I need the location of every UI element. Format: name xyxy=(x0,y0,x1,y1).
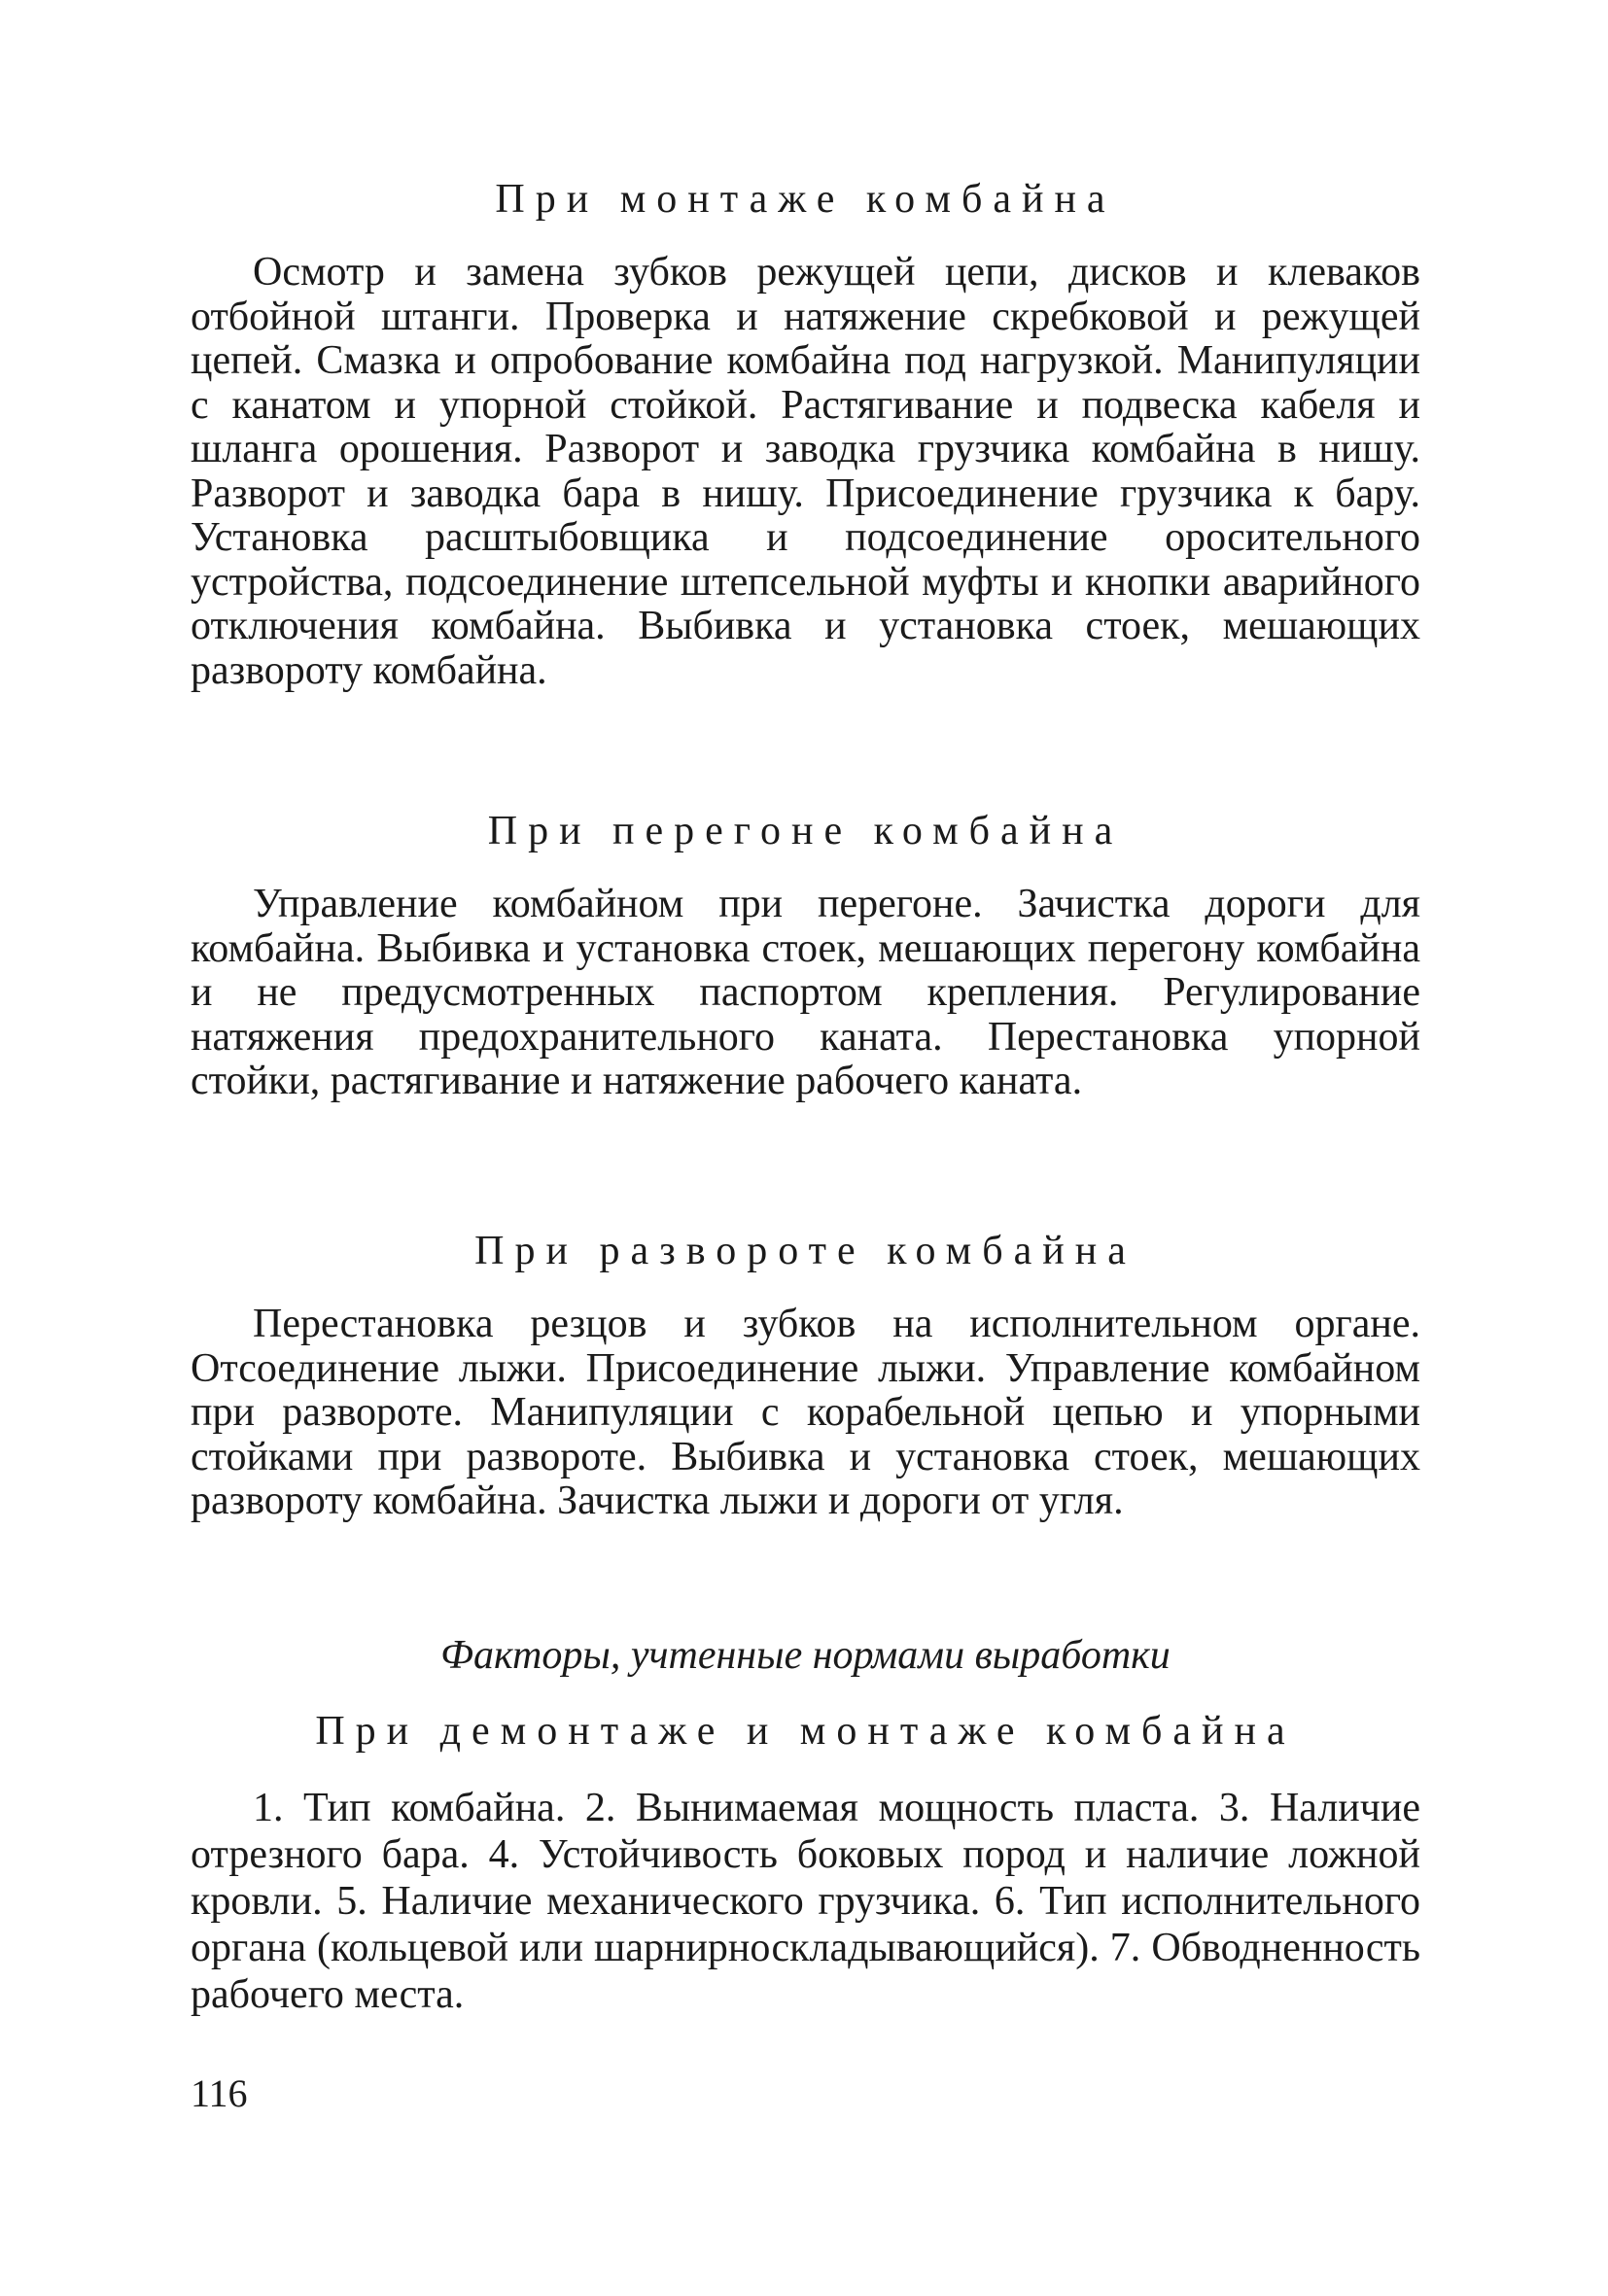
section-heading-demontazh: При демонтаже и монтаже комбайна xyxy=(315,1709,1296,1754)
factors-heading: Факторы, учтенные нормами выработки xyxy=(440,1633,1171,1678)
page-number: 116 xyxy=(191,2071,248,2115)
section-text-peregon: Управление комбайном при перегоне. Зачистка дороги для комбайна. Выбивка и установка стоек, мешающих перегону комбайна и не предусмотренных паспортом крепления. Регулирование натяжения предохранительного каната. Перестановка упорной стойки, растягивание и натяжение рабочего каната. xyxy=(191,882,1420,1103)
section-text-razvorot: Перестановка резцов и зубков на исполнительном органе. Отсоединение лыжи. Присоединение лыжи. Управление комбайном при развороте. Манипуляции с корабельной цепью и упорными стойками при развороте. Выбивка и установка стоек, мешающих развороту комбайна. Зачистка лыжи и дороги от угля. xyxy=(191,1302,1420,1523)
section-text-montazh: Осмотр и замена зубков режущей цепи, дисков и клеваков отбойной штанги. Проверка и натяжение скребковой и режущей цепей. Смазка и опробование комбайна под нагрузкой. Манипуляции с канатом и упорной стойкой. Растягивание и подвеска кабеля и шланга орошения. Разворот и заводка грузчика комбайна в нишу. Разворот и заводка бара в нишу. Присоединение грузчика к бару. Установка расштыбовщика и подсоединение оросительного устройства, подсоединение штепсельной муфты и кнопки аварийного отключения комбайна. Выбивка и установка стоек, мешающих развороту комбайна. xyxy=(191,250,1420,693)
section-text-demontazh: 1. Тип комбайна. 2. Вынимаемая мощность пласта. 3. Наличие отрезного бара. 4. Устойчивость боковых пород и наличие ложной кровли. 5. Наличие механического грузчика. 6. Тип исполнительного органа (кольцевой или шарнирноскладывающийся). 7. Обводненность рабочего места. xyxy=(191,1786,1420,2017)
section-heading-montazh: При монтаже комбайна xyxy=(495,177,1116,222)
document-page xyxy=(191,0,1420,2296)
section-heading-razvorot: При развороте комбайна xyxy=(474,1229,1136,1273)
section-heading-peregon: При перегоне комбайна xyxy=(487,809,1124,853)
